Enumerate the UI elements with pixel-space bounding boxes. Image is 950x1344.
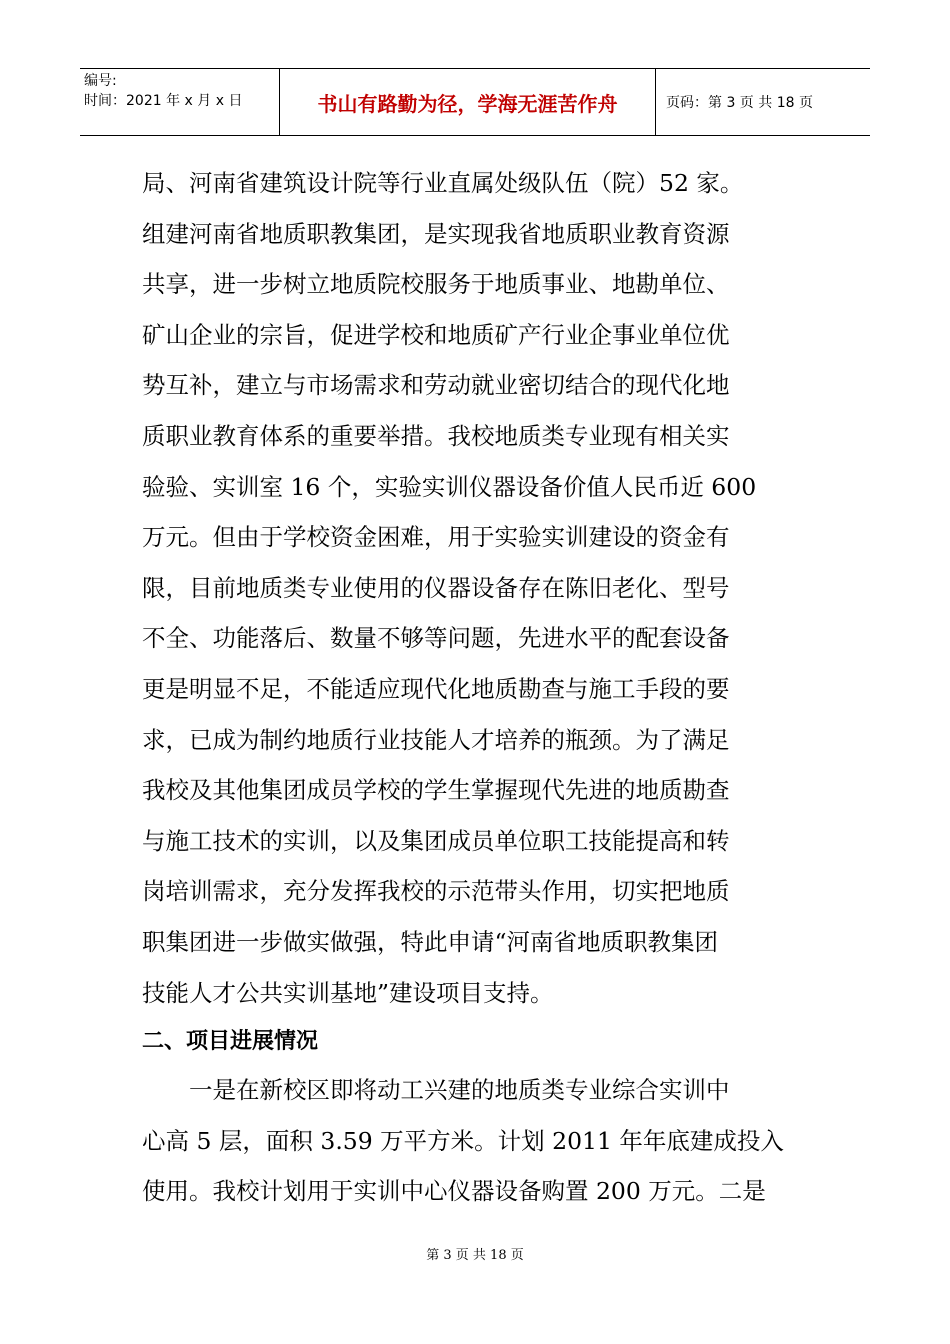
text-line: 质职业教育体系的重要举措。我校地质类专业现有相关实 xyxy=(142,421,730,450)
page-footer: 第 3 页 共 18 页 xyxy=(426,1248,524,1263)
text-line: 万元。但由于学校资金困难，用于实验实训建设的资金有 xyxy=(142,523,730,552)
text-line: 不全、功能落后、数量不够等问题，先进水平的配套设备 xyxy=(142,624,730,653)
text-line: 势互补，建立与市场需求和劳动就业密切结合的现代化地 xyxy=(142,371,730,400)
text-line: 岗培训需求，充分发挥我校的示范带头作用，切实把地质 xyxy=(142,877,730,906)
text-line: 一是在新校区即将动工兴建的地质类专业综合实训中 xyxy=(142,1076,730,1105)
document-body xyxy=(142,158,812,1217)
document-time-label: 时间：2021 年 x 月 x 日 xyxy=(84,93,243,109)
header-page-label: 页码：第 3 页 共 18 页 xyxy=(666,95,813,111)
text-line: 使用。我校计划用于实训中心仪器设备购置 200 万元。二是 xyxy=(142,1177,766,1206)
text-line: 共享，进一步树立地质院校服务于地质事业、地勘单位、 xyxy=(142,270,730,299)
document-number-label: 编号: xyxy=(84,73,117,89)
header-slogan: 书山有路勤为径，学海无涯苦作舟 xyxy=(280,69,656,135)
text-line: 矿山企业的宗旨，促进学校和地质矿产行业企事业单位优 xyxy=(142,320,730,349)
text-line: 与施工技术的实训，以及集团成员单位职工技能提高和转 xyxy=(142,826,730,855)
text-line: 我校及其他集团成员学校的学生掌握现代先进的地质勘查 xyxy=(142,776,730,805)
text-line: 局、河南省建筑设计院等行业直属处级队伍（院）52 家。 xyxy=(142,169,744,197)
section-heading: 二、项目进展情况 xyxy=(142,1029,319,1055)
text-line: 组建河南省地质职教集团，是实现我省地质职业教育资源 xyxy=(142,219,730,248)
page-header xyxy=(80,68,870,136)
paragraph-1 xyxy=(142,158,812,1018)
text-line: 更是明显不足，不能适应现代化地质勘查与施工手段的要 xyxy=(142,674,730,703)
text-line: 验验、实训室 16 个，实验实训仪器设备价值人民币近 600 xyxy=(142,472,757,501)
text-line: 技能人才公共实训基地”建设项目支持。 xyxy=(142,978,554,1007)
text-line: 限，目前地质类专业使用的仪器设备存在陈旧老化、型号 xyxy=(142,573,730,602)
text-line: 心高 5 层，面积 3.59 万平方米。计划 2011 年年底建成投入 xyxy=(142,1126,784,1155)
paragraph-2 xyxy=(142,1065,812,1217)
text-line: 求，已成为制约地质行业技能人才培养的瓶颈。为了满足 xyxy=(142,725,730,754)
header-meta xyxy=(80,69,280,135)
text-line: 职集团进一步做实做强，特此申请“河南省地质职教集团 xyxy=(142,927,719,956)
